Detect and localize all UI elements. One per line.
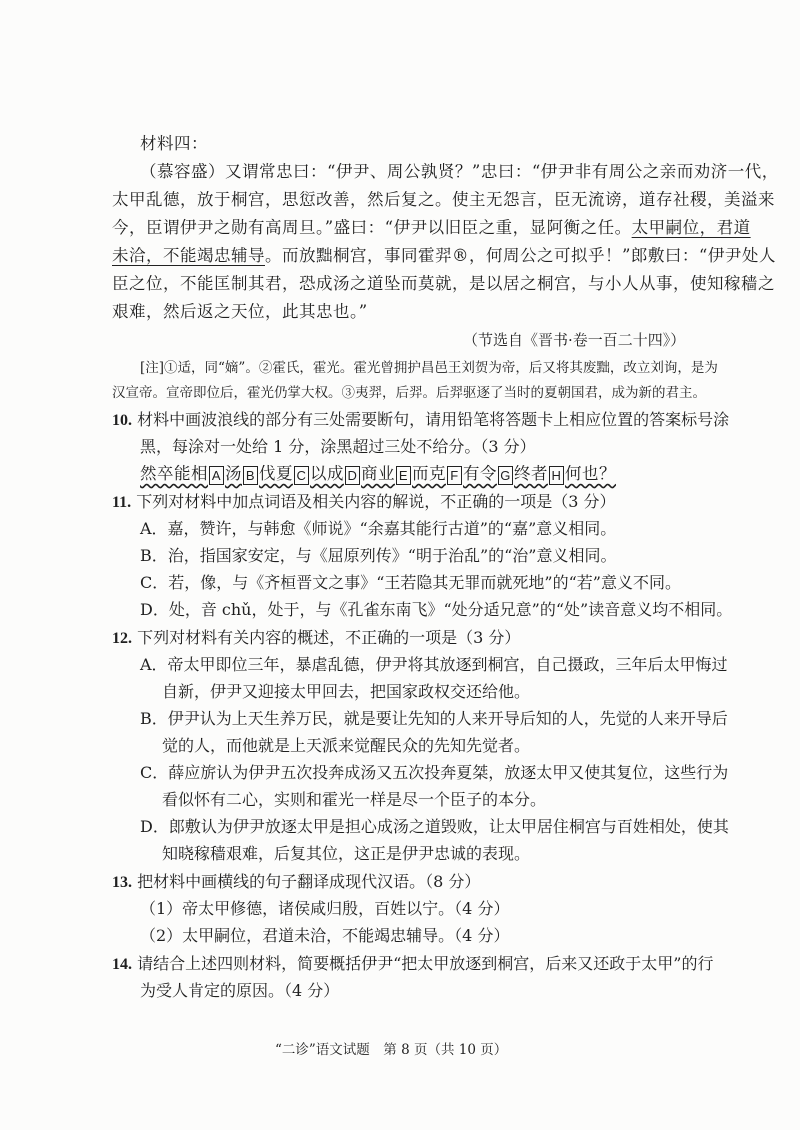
question-13 (112, 872, 480, 893)
question-12-number: 12. (112, 630, 132, 647)
question-14-number: 14. (112, 956, 132, 973)
page-footer: “二诊”语文试题 第 8 页（共 10 页） (275, 1042, 508, 1058)
segment: 汤 (225, 464, 242, 483)
material-line-4 (112, 246, 776, 266)
material-line-4-rest: 。而放黜桐宫，事同霍羿®，何周公之可拟乎！”郎敷曰：“伊尹处人 (265, 246, 776, 265)
question-10-number: 10. (112, 412, 132, 429)
break-option-box[interactable]: F (447, 466, 462, 485)
question-10-text-1: 材料中画波浪线的部分有三处需要断句，请用铅笔将答题卡上相应位置的答案标号涂 (137, 410, 730, 429)
question-13-stem: 把材料中画横线的句子翻译成现代汉语。（8 分） (137, 872, 481, 891)
material-line-2: 太甲乱德，放于桐宫，思愆改善，然后复之。使主无怨言，臣无流谤，道存社稷，美溢来 (112, 190, 775, 209)
material-line-3 (112, 218, 751, 238)
question-11-option-a: A．嘉，赞许，与韩愈《师说》“余嘉其能行古道”的“嘉”意义相同。 (140, 519, 617, 538)
segment: 然卒能相 (140, 464, 208, 483)
question-11-option-c: C．若，像，与《齐桓晋文之事》“王若隐其无罪而就死地”的“若”意义不同。 (140, 573, 681, 592)
question-12-option-a-2: 自新，伊尹又迎接太甲回去，把国家政权交还给他。 (162, 682, 531, 701)
material-line-5: 臣之位，不能匡制其君，恐成汤之道坠而莫就，是以居之桐宫，与小人从事，使知稼穑之 (112, 274, 775, 293)
question-13-sentence-2: （2）太甲嗣位，君道未洽，不能竭忠辅导。（4 分） (140, 926, 510, 945)
question-11-option-d: D．处，音 chǔ，处于，与《孔雀东南飞》“处分适兄意”的“处”读音意义均不相同。 (140, 600, 733, 619)
segment: 何也？ (565, 464, 616, 483)
material-line-6: 艰难，然后返之天位，此其忠也。” (112, 302, 368, 321)
question-12-option-c-1: C．薛应旂认为伊尹五次投奔成汤又五次投奔夏桀，放逐太甲又使其复位，这些行为 (140, 763, 729, 782)
question-11-option-b: B．治，指国家安定，与《屈原列传》“明于治乱”的“治”意义相同。 (140, 546, 617, 565)
question-11-number: 11. (112, 494, 132, 511)
material-source: （节选自《晋书·卷一百二十四》） (463, 331, 686, 349)
underlined-sentence-part-1: 太甲嗣位，君道 (631, 218, 751, 237)
question-11 (112, 492, 616, 513)
break-option-box[interactable]: C (294, 466, 309, 485)
break-option-box[interactable]: A (209, 466, 224, 485)
segment: 以成 (310, 464, 344, 483)
question-13-sentence-1: （1）帝太甲修德，诸侯咸归殷，百姓以宁。（4 分） (140, 899, 510, 918)
material-heading: 材料四： (140, 134, 208, 153)
question-11-stem: 下列对材料中加点词语及相关内容的解说，不正确的一项是（3 分） (136, 492, 616, 511)
question-10-text-2: 黑，每涂对一处给 1 分，涂黑超过三处不给分。（3 分） (140, 437, 536, 456)
segment: 而克 (412, 464, 446, 483)
material-line-3-text: 今，臣谓伊尹之勋有高周旦。”盛曰：“伊尹以旧臣之重，显阿衡之任。 (112, 218, 632, 237)
underlined-sentence-part-2: 未洽，不能竭忠辅导 (112, 246, 265, 265)
question-12-stem: 下列对材料有关内容的概述，不正确的一项是（3 分） (137, 628, 521, 647)
break-option-box[interactable]: G (498, 466, 513, 485)
break-option-box[interactable]: B (243, 466, 258, 485)
question-10-sentence (140, 464, 616, 485)
break-option-box[interactable]: E (396, 466, 411, 485)
question-12 (112, 628, 520, 649)
segment: 商业 (361, 464, 395, 483)
note-line-1: [注]①适，同“嫡”。②霍氏，霍光。霍光曾拥护昌邑王刘贺为帝，后又将其废黜，改立刘询，是为 (140, 360, 718, 376)
question-12-option-a-1: A．帝太甲即位三年，暴虐乱德，伊尹将其放逐到桐宫，自己摄政，三年后太甲悔过 (140, 655, 728, 674)
question-12-option-c-2: 看似怀有二心，实则和霍光一样是尽一个臣子的本分。 (162, 790, 547, 809)
segment: 伐夏 (259, 464, 293, 483)
break-option-box[interactable]: D (345, 466, 360, 485)
material-line-1: （慕容盛）又谓常忠曰：“伊尹、周公孰贤？”忠曰：“伊尹非有周公之亲而劝济一代， (140, 162, 779, 181)
question-10 (112, 410, 729, 431)
segment: 有令 (463, 464, 497, 483)
question-12-option-b-1: B．伊尹认为上天生养万民，就是要让先知的人来开导后知的人，先觉的人来开导后 (140, 709, 728, 728)
question-13-number: 13. (112, 874, 132, 891)
wavy-sentence (140, 464, 616, 483)
question-14-text-2: 为受人肯定的原因。（4 分） (140, 981, 340, 1000)
question-12-option-b-2: 觉的人，而他就是上天派来觉醒民众的先知先觉者。 (162, 736, 531, 755)
question-12-option-d-1: D．郎敷认为伊尹放逐太甲是担心成汤之道毁败，让太甲居住桐宫与百姓相处，使其 (140, 817, 729, 836)
break-option-box[interactable]: H (549, 466, 564, 485)
question-14 (112, 954, 713, 975)
question-12-option-d-2: 知晓稼穑艰难，后复其位，这正是伊尹忠诚的表现。 (162, 844, 531, 863)
segment: 终者 (514, 464, 548, 483)
question-14-text-1: 请结合上述四则材料，简要概括伊尹“把太甲放逐到桐宫，后来又还政于太甲”的行 (137, 954, 714, 973)
note-line-2: 汉宣帝。宣帝即位后，霍光仍掌大权。③夷羿，后羿。后羿驱逐了当时的夏朝国君，成为新的君主。 (112, 385, 706, 401)
